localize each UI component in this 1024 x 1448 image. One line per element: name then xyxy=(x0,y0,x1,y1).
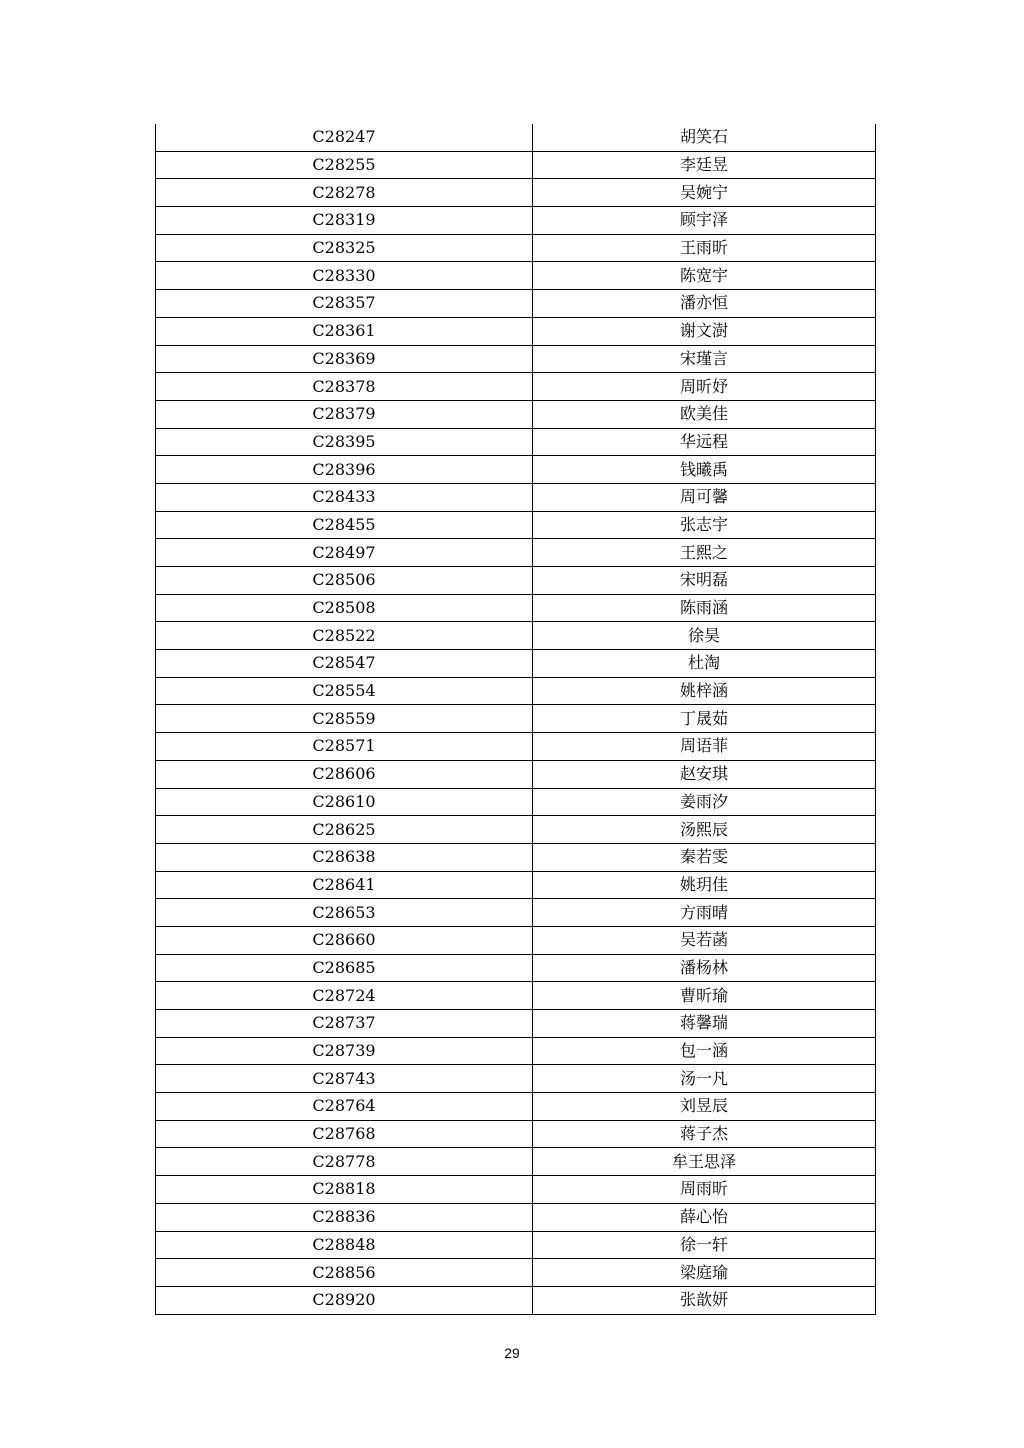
table-row xyxy=(156,1120,876,1148)
student-name-cell: 牟王思泽 xyxy=(533,1148,876,1176)
student-id-cell: C28660 xyxy=(156,926,533,954)
student-name-cell: 华远程 xyxy=(533,428,876,456)
student-name-cell: 徐一轩 xyxy=(533,1231,876,1259)
student-id-cell: C28768 xyxy=(156,1120,533,1148)
student-name-cell: 姚玥佳 xyxy=(533,871,876,899)
table-row xyxy=(156,926,876,954)
table-row xyxy=(156,373,876,401)
table-row xyxy=(156,982,876,1010)
table-row xyxy=(156,290,876,318)
student-name-cell: 周语菲 xyxy=(533,733,876,761)
table-row xyxy=(156,1176,876,1204)
student-id-cell: C28764 xyxy=(156,1093,533,1121)
student-id-cell: C28920 xyxy=(156,1286,533,1314)
student-name-cell: 丁晟茹 xyxy=(533,705,876,733)
student-id-cell: C28357 xyxy=(156,290,533,318)
student-id-cell: C28506 xyxy=(156,567,533,595)
student-name-cell: 王熙之 xyxy=(533,539,876,567)
table-row xyxy=(156,899,876,927)
table-row xyxy=(156,207,876,235)
student-name-cell: 汤一凡 xyxy=(533,1065,876,1093)
student-id-cell: C28737 xyxy=(156,1010,533,1038)
table-row xyxy=(156,788,876,816)
student-id-cell: C28522 xyxy=(156,622,533,650)
table-row xyxy=(156,1037,876,1065)
student-name-cell: 陈宽宇 xyxy=(533,262,876,290)
student-id-cell: C28255 xyxy=(156,151,533,179)
table-row xyxy=(156,1203,876,1231)
student-name-cell: 蒋馨瑞 xyxy=(533,1010,876,1038)
student-name-cell: 周雨昕 xyxy=(533,1176,876,1204)
student-id-cell: C28547 xyxy=(156,650,533,678)
table-row xyxy=(156,124,876,151)
student-name-cell: 陈雨涵 xyxy=(533,594,876,622)
student-id-cell: C28497 xyxy=(156,539,533,567)
student-name-cell: 宋瑾言 xyxy=(533,345,876,373)
table-row xyxy=(156,317,876,345)
table-row xyxy=(156,234,876,262)
student-name-cell: 刘昱辰 xyxy=(533,1093,876,1121)
student-id-cell: C28641 xyxy=(156,871,533,899)
roster-table-body xyxy=(156,124,876,1314)
student-id-cell: C28455 xyxy=(156,511,533,539)
table-row xyxy=(156,567,876,595)
student-name-cell: 钱曦禹 xyxy=(533,456,876,484)
student-id-cell: C28278 xyxy=(156,179,533,207)
table-row xyxy=(156,594,876,622)
student-id-cell: C28653 xyxy=(156,899,533,927)
student-name-cell: 张歆妍 xyxy=(533,1286,876,1314)
student-id-cell: C28685 xyxy=(156,954,533,982)
student-id-cell: C28778 xyxy=(156,1148,533,1176)
student-name-cell: 汤熙辰 xyxy=(533,816,876,844)
student-id-cell: C28330 xyxy=(156,262,533,290)
student-id-cell: C28724 xyxy=(156,982,533,1010)
student-id-cell: C28638 xyxy=(156,843,533,871)
student-name-cell: 姚梓涵 xyxy=(533,677,876,705)
student-name-cell: 欧美佳 xyxy=(533,400,876,428)
student-name-cell: 潘亦恒 xyxy=(533,290,876,318)
table-row xyxy=(156,345,876,373)
student-name-cell: 周可馨 xyxy=(533,483,876,511)
student-name-cell: 曹昕瑜 xyxy=(533,982,876,1010)
student-name-cell: 顾宇泽 xyxy=(533,207,876,235)
student-id-cell: C28433 xyxy=(156,483,533,511)
student-name-cell: 薛心怡 xyxy=(533,1203,876,1231)
student-name-cell: 杜淘 xyxy=(533,650,876,678)
table-row xyxy=(156,1010,876,1038)
table-row xyxy=(156,650,876,678)
student-name-cell: 吴婉宁 xyxy=(533,179,876,207)
student-id-cell: C28361 xyxy=(156,317,533,345)
table-row xyxy=(156,428,876,456)
student-name-cell: 赵安琪 xyxy=(533,760,876,788)
page-number: 29 xyxy=(504,1345,520,1361)
student-id-cell: C28848 xyxy=(156,1231,533,1259)
student-name-cell: 潘杨林 xyxy=(533,954,876,982)
student-id-cell: C28610 xyxy=(156,788,533,816)
table-row xyxy=(156,1259,876,1287)
student-id-cell: C28319 xyxy=(156,207,533,235)
student-id-cell: C28559 xyxy=(156,705,533,733)
student-name-cell: 吴若菡 xyxy=(533,926,876,954)
table-row xyxy=(156,1065,876,1093)
table-row xyxy=(156,456,876,484)
table-row xyxy=(156,1286,876,1314)
student-id-cell: C28508 xyxy=(156,594,533,622)
table-row xyxy=(156,179,876,207)
student-name-cell: 方雨晴 xyxy=(533,899,876,927)
student-name-cell: 王雨昕 xyxy=(533,234,876,262)
student-name-cell: 周昕妤 xyxy=(533,373,876,401)
table-row xyxy=(156,539,876,567)
roster-table xyxy=(155,124,876,1315)
student-name-cell: 胡笑石 xyxy=(533,124,876,151)
student-id-cell: C28571 xyxy=(156,733,533,761)
table-row xyxy=(156,1093,876,1121)
table-row xyxy=(156,483,876,511)
table-row xyxy=(156,705,876,733)
student-name-cell: 李廷昱 xyxy=(533,151,876,179)
student-id-cell: C28378 xyxy=(156,373,533,401)
table-row xyxy=(156,677,876,705)
table-row xyxy=(156,400,876,428)
table-row xyxy=(156,760,876,788)
table-row xyxy=(156,954,876,982)
table-row xyxy=(156,871,876,899)
student-name-cell: 蒋子杰 xyxy=(533,1120,876,1148)
student-name-cell: 包一涵 xyxy=(533,1037,876,1065)
table-row xyxy=(156,622,876,650)
student-id-cell: C28818 xyxy=(156,1176,533,1204)
student-name-cell: 秦若雯 xyxy=(533,843,876,871)
student-name-cell: 谢文澍 xyxy=(533,317,876,345)
table-row xyxy=(156,1231,876,1259)
student-id-cell: C28325 xyxy=(156,234,533,262)
table-row xyxy=(156,843,876,871)
table-row xyxy=(156,816,876,844)
table-row xyxy=(156,733,876,761)
student-name-cell: 梁庭瑜 xyxy=(533,1259,876,1287)
student-id-cell: C28743 xyxy=(156,1065,533,1093)
student-id-cell: C28836 xyxy=(156,1203,533,1231)
student-name-cell: 徐昊 xyxy=(533,622,876,650)
student-name-cell: 宋明磊 xyxy=(533,567,876,595)
table-row xyxy=(156,511,876,539)
student-id-cell: C28554 xyxy=(156,677,533,705)
student-id-cell: C28247 xyxy=(156,124,533,151)
table-row xyxy=(156,1148,876,1176)
table-row xyxy=(156,151,876,179)
student-name-cell: 张志宇 xyxy=(533,511,876,539)
student-id-cell: C28396 xyxy=(156,456,533,484)
student-name-cell: 姜雨汐 xyxy=(533,788,876,816)
student-id-cell: C28625 xyxy=(156,816,533,844)
student-id-cell: C28395 xyxy=(156,428,533,456)
student-id-cell: C28606 xyxy=(156,760,533,788)
student-id-cell: C28739 xyxy=(156,1037,533,1065)
table-row xyxy=(156,262,876,290)
student-id-cell: C28856 xyxy=(156,1259,533,1287)
student-id-cell: C28369 xyxy=(156,345,533,373)
student-id-cell: C28379 xyxy=(156,400,533,428)
